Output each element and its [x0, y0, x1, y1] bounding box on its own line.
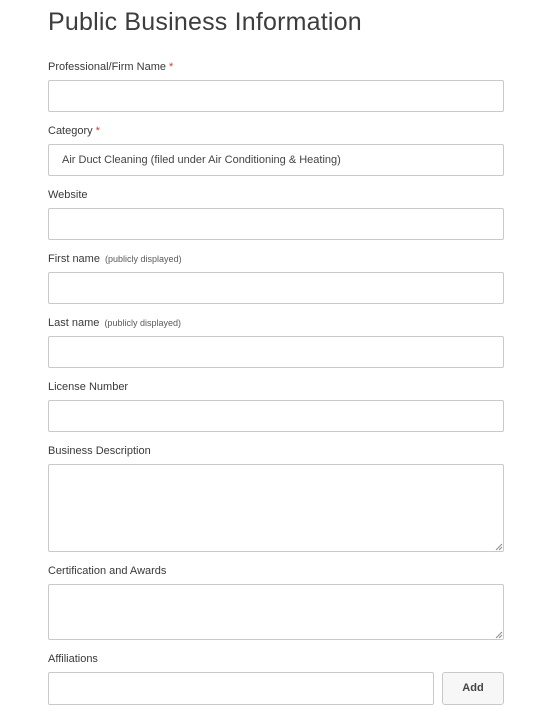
license-number-label: [48, 381, 128, 393]
last-name-label: [48, 317, 181, 329]
category-label: [48, 125, 100, 137]
page-title: Public Business Information: [48, 8, 362, 36]
affiliations-input[interactable]: [48, 672, 434, 705]
certification-awards-textarea[interactable]: [48, 584, 504, 640]
required-marker: *: [168, 61, 174, 73]
affiliations-label: [48, 653, 98, 665]
license-number-label-text: License Number: [48, 381, 129, 393]
website-label: [48, 189, 88, 201]
last-name-input[interactable]: [48, 336, 504, 368]
business-description-label: [48, 445, 151, 457]
license-number-input[interactable]: [48, 400, 504, 432]
first-name-input[interactable]: [48, 272, 504, 304]
website-input[interactable]: [48, 208, 504, 240]
affiliations-label-text: Affiliations: [48, 653, 98, 665]
certification-awards-label: [48, 565, 166, 577]
first-name-label: [48, 253, 182, 265]
firm-name-input[interactable]: [48, 80, 504, 112]
category-input[interactable]: Air Duct Cleaning (filed under Air Conditioning & Heating): [48, 144, 504, 176]
firm-name-label-text: Professional/Firm Name: [48, 61, 166, 73]
add-affiliation-button[interactable]: Add: [442, 672, 504, 705]
website-label-text: Website: [48, 189, 88, 201]
business-description-textarea[interactable]: [48, 464, 504, 552]
required-marker: *: [95, 125, 100, 137]
certification-awards-label-text: Certification and Awards: [48, 565, 167, 577]
publicly-displayed-note: (publicly displayed): [105, 254, 182, 264]
first-name-label-text: First name: [48, 253, 100, 265]
publicly-displayed-note: (publicly displayed): [104, 318, 181, 328]
category-label-text: Category: [48, 125, 93, 137]
resize-grip-icon[interactable]: [495, 631, 503, 639]
firm-name-label: [48, 61, 173, 73]
resize-grip-icon[interactable]: [495, 543, 503, 551]
last-name-label-text: Last name: [48, 317, 100, 329]
business-description-label-text: Business Description: [48, 445, 151, 457]
